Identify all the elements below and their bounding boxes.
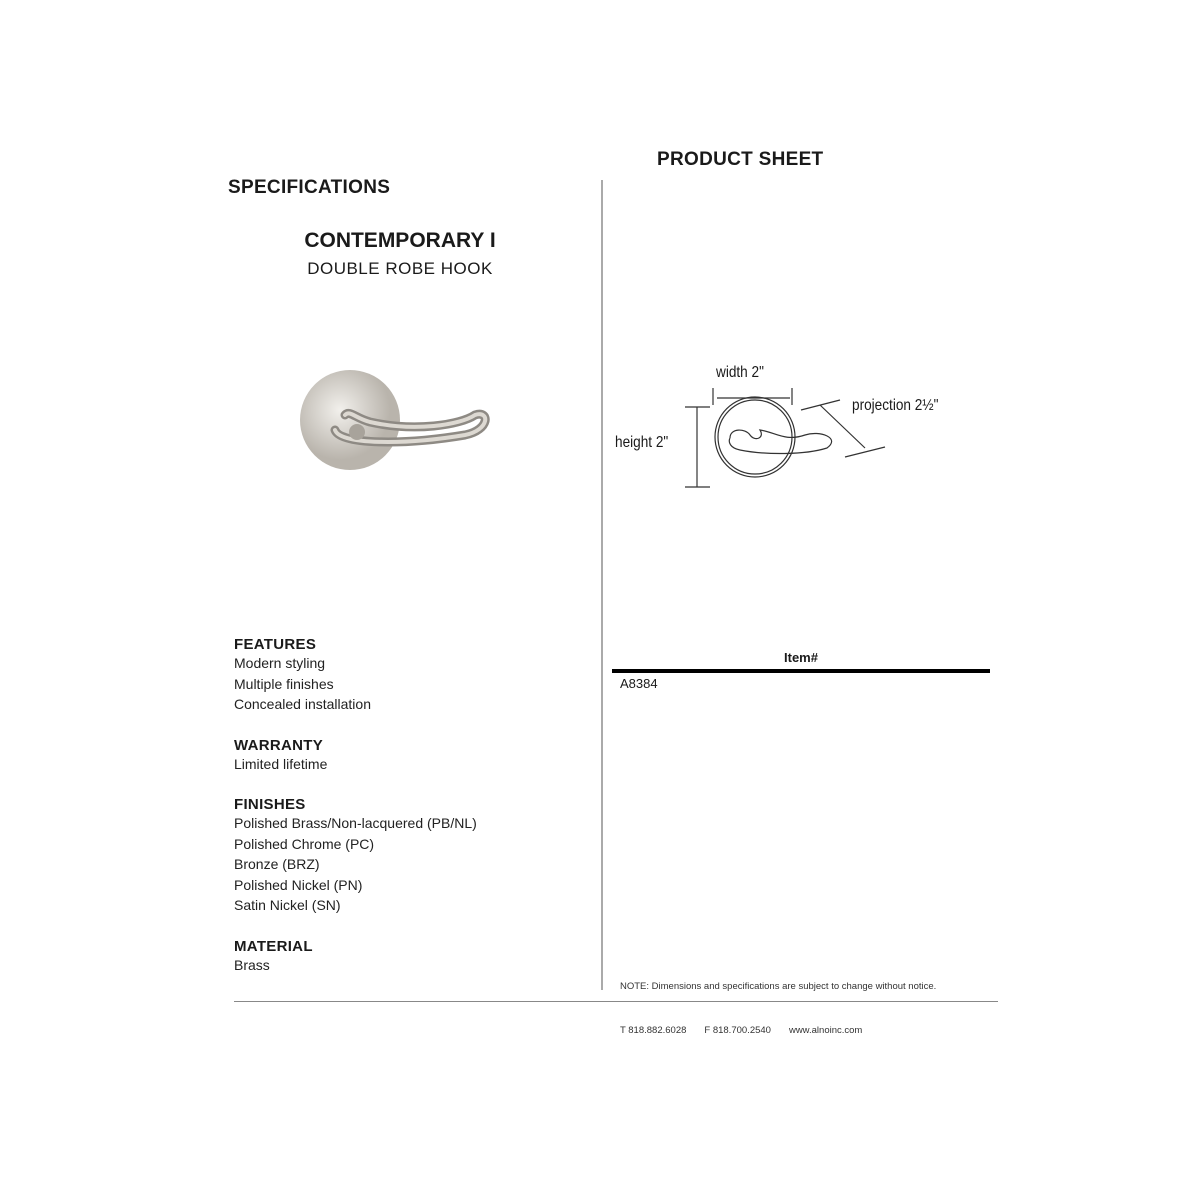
phone: T 818.882.6028 — [620, 1025, 687, 1036]
contact-info — [620, 1025, 862, 1036]
material-section — [234, 938, 477, 976]
features-section — [234, 636, 477, 715]
footer-rule — [234, 1001, 998, 1002]
width-label: width 2" — [716, 364, 764, 381]
height-label: height 2" — [615, 434, 669, 451]
list-item: Concealed installation — [234, 696, 371, 712]
fax: F 818.700.2540 — [704, 1025, 771, 1036]
item-rule — [612, 669, 990, 673]
section-title: MATERIAL — [234, 937, 313, 955]
list-item: Polished Chrome (PC) — [234, 835, 375, 852]
list-item: Multiple finishes — [234, 675, 334, 692]
product-sheet-title: PRODUCT SHEET — [657, 149, 824, 170]
item-number: A8384 — [620, 676, 658, 691]
list-item: Limited lifetime — [234, 755, 328, 772]
spec-sections — [234, 636, 477, 975]
item-header: Item# — [784, 650, 818, 665]
section-title: FEATURES — [234, 636, 317, 653]
product-name: DOUBLE ROBE HOOK — [307, 259, 493, 278]
list-item: Polished Nickel (PN) — [234, 876, 363, 893]
list-item: Modern styling — [234, 655, 326, 671]
collection-name: CONTEMPORARY I — [304, 229, 496, 252]
item-table — [612, 650, 990, 691]
list-item: Bronze (BRZ) — [234, 856, 320, 872]
specifications-title: SPECIFICATIONS — [228, 177, 391, 198]
dimension-diagram — [605, 360, 1000, 500]
warranty-section — [234, 737, 477, 775]
list-item: Polished Brass/Non-lacquered (PB/NL) — [234, 815, 477, 831]
vertical-divider — [601, 180, 603, 990]
projection-label: projection 2½" — [852, 397, 939, 414]
product-photo — [295, 360, 495, 480]
product-header — [200, 229, 600, 279]
section-title: FINISHES — [234, 796, 306, 813]
list-item: Satin Nickel (SN) — [234, 897, 341, 913]
finishes-section — [234, 796, 477, 916]
list-item: Brass — [234, 956, 270, 973]
disclaimer-note: NOTE: Dimensions and specifications are subject to change without notice. — [620, 981, 937, 992]
section-title: WARRANTY — [234, 736, 324, 754]
website-link[interactable]: www.alnoinc.com — [788, 1025, 863, 1036]
